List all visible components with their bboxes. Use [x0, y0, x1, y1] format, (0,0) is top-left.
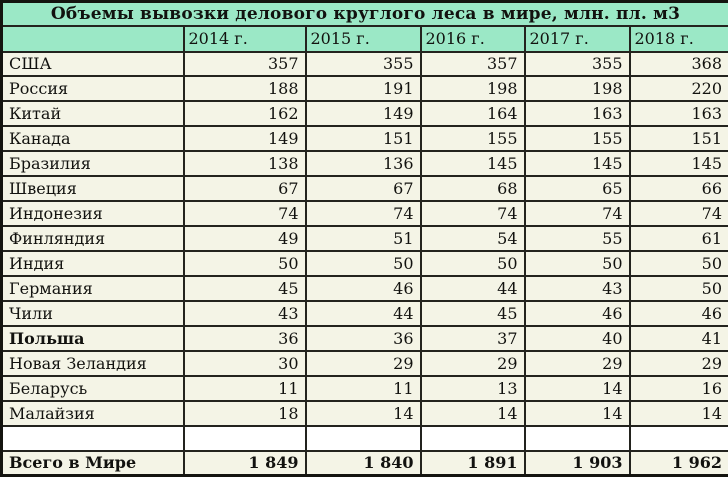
cell-value: 50 — [421, 251, 525, 276]
cell-value: 74 — [184, 201, 306, 226]
table-row — [2, 351, 728, 376]
cell-value: 67 — [306, 176, 421, 201]
cell-value: 67 — [184, 176, 306, 201]
cell-value: 66 — [630, 176, 728, 201]
cell-value: 44 — [421, 276, 525, 301]
cell-value: 198 — [421, 76, 525, 101]
cell-value: 1 840 — [306, 451, 421, 476]
table-row — [2, 201, 728, 226]
table-row — [2, 301, 728, 326]
cell-value: 30 — [184, 351, 306, 376]
cell-value: 155 — [525, 126, 630, 151]
cell-value: 29 — [306, 351, 421, 376]
cell-value: 1 962 — [630, 451, 728, 476]
cell-value: 11 — [184, 376, 306, 401]
cell-value: 149 — [184, 126, 306, 151]
cell-value — [184, 426, 306, 451]
table-row — [2, 76, 728, 101]
cell-value: 45 — [421, 301, 525, 326]
cell-value: 220 — [630, 76, 728, 101]
cell-value: 151 — [306, 126, 421, 151]
cell-value: 357 — [184, 52, 306, 77]
cell-value: 136 — [306, 151, 421, 176]
cell-value: 16 — [630, 376, 728, 401]
cell-value — [630, 426, 728, 451]
cell-value: 198 — [525, 76, 630, 101]
cell-value: 14 — [525, 376, 630, 401]
table-title: Объемы вывозки делового круглого леса в мире, млн. пл. м3 — [2, 2, 728, 26]
year-header-2015: 2015 г. — [306, 26, 421, 52]
cell-value: 14 — [306, 401, 421, 426]
cell-value: 50 — [306, 251, 421, 276]
table-row — [2, 276, 728, 301]
table-row — [2, 251, 728, 276]
row-label: Швеция — [2, 176, 184, 201]
cell-value: 36 — [184, 326, 306, 351]
cell-value: 29 — [421, 351, 525, 376]
cell-value: 355 — [306, 52, 421, 77]
cell-value: 163 — [630, 101, 728, 126]
cell-value: 138 — [184, 151, 306, 176]
table-row — [2, 376, 728, 401]
cell-value: 37 — [421, 326, 525, 351]
table-row — [2, 126, 728, 151]
title-row — [2, 2, 728, 26]
cell-value: 164 — [421, 101, 525, 126]
cell-value: 44 — [306, 301, 421, 326]
cell-value: 163 — [525, 101, 630, 126]
cell-value: 50 — [630, 276, 728, 301]
row-label: Индия — [2, 251, 184, 276]
cell-value: 74 — [630, 201, 728, 226]
cell-value: 357 — [421, 52, 525, 77]
cell-value: 188 — [184, 76, 306, 101]
row-label: Бразилия — [2, 151, 184, 176]
cell-value: 40 — [525, 326, 630, 351]
row-label: Чили — [2, 301, 184, 326]
row-label: Финляндия — [2, 226, 184, 251]
row-label: Беларусь — [2, 376, 184, 401]
cell-value: 43 — [184, 301, 306, 326]
cell-value: 61 — [630, 226, 728, 251]
cell-value: 49 — [184, 226, 306, 251]
year-header-2014: 2014 г. — [184, 26, 306, 52]
row-label: Германия — [2, 276, 184, 301]
row-label — [2, 426, 184, 451]
cell-value: 29 — [525, 351, 630, 376]
cell-value: 51 — [306, 226, 421, 251]
cell-value: 1 891 — [421, 451, 525, 476]
cell-value: 145 — [630, 151, 728, 176]
cell-value: 162 — [184, 101, 306, 126]
row-label: Китай — [2, 101, 184, 126]
cell-value: 36 — [306, 326, 421, 351]
table-row — [2, 101, 728, 126]
row-label: Польша — [2, 326, 184, 351]
cell-value: 145 — [421, 151, 525, 176]
year-header-2016: 2016 г. — [421, 26, 525, 52]
table-body — [2, 52, 728, 476]
cell-value: 1 903 — [525, 451, 630, 476]
table-row — [2, 52, 728, 77]
cell-value: 29 — [630, 351, 728, 376]
cell-value: 74 — [306, 201, 421, 226]
cell-value: 46 — [525, 301, 630, 326]
cell-value: 18 — [184, 401, 306, 426]
cell-value: 74 — [421, 201, 525, 226]
cell-value: 151 — [630, 126, 728, 151]
row-label: Малайзия — [2, 401, 184, 426]
table-row — [2, 326, 728, 351]
cell-value: 43 — [525, 276, 630, 301]
cell-value: 50 — [525, 251, 630, 276]
cell-value: 45 — [184, 276, 306, 301]
cell-value: 14 — [421, 401, 525, 426]
cell-value: 65 — [525, 176, 630, 201]
row-label: Канада — [2, 126, 184, 151]
year-header-row — [2, 26, 728, 52]
cell-value: 46 — [306, 276, 421, 301]
table-row — [2, 226, 728, 251]
cell-value: 11 — [306, 376, 421, 401]
cell-value: 368 — [630, 52, 728, 77]
total-row — [2, 451, 728, 476]
year-header-2017: 2017 г. — [525, 26, 630, 52]
cell-value — [525, 426, 630, 451]
cell-value: 1 849 — [184, 451, 306, 476]
cell-value — [421, 426, 525, 451]
cell-value: 50 — [630, 251, 728, 276]
year-header-2018: 2018 г. — [630, 26, 728, 52]
cell-value: 13 — [421, 376, 525, 401]
cell-value: 46 — [630, 301, 728, 326]
row-label: Новая Зеландия — [2, 351, 184, 376]
row-label: Россия — [2, 76, 184, 101]
cell-value: 149 — [306, 101, 421, 126]
cell-value: 14 — [630, 401, 728, 426]
cell-value: 145 — [525, 151, 630, 176]
cell-value: 54 — [421, 226, 525, 251]
table-row — [2, 401, 728, 426]
cell-value: 14 — [525, 401, 630, 426]
cell-value: 68 — [421, 176, 525, 201]
corner-cell — [2, 26, 184, 52]
row-label: США — [2, 52, 184, 77]
table-row — [2, 151, 728, 176]
cell-value: 50 — [184, 251, 306, 276]
cell-value: 55 — [525, 226, 630, 251]
row-label: Индонезия — [2, 201, 184, 226]
table-row — [2, 176, 728, 201]
spacer-row — [2, 426, 728, 451]
cell-value: 41 — [630, 326, 728, 351]
cell-value — [306, 426, 421, 451]
cell-value: 355 — [525, 52, 630, 77]
cell-value: 155 — [421, 126, 525, 151]
cell-value: 191 — [306, 76, 421, 101]
row-label: Всего в Мире — [2, 451, 184, 476]
cell-value: 74 — [525, 201, 630, 226]
